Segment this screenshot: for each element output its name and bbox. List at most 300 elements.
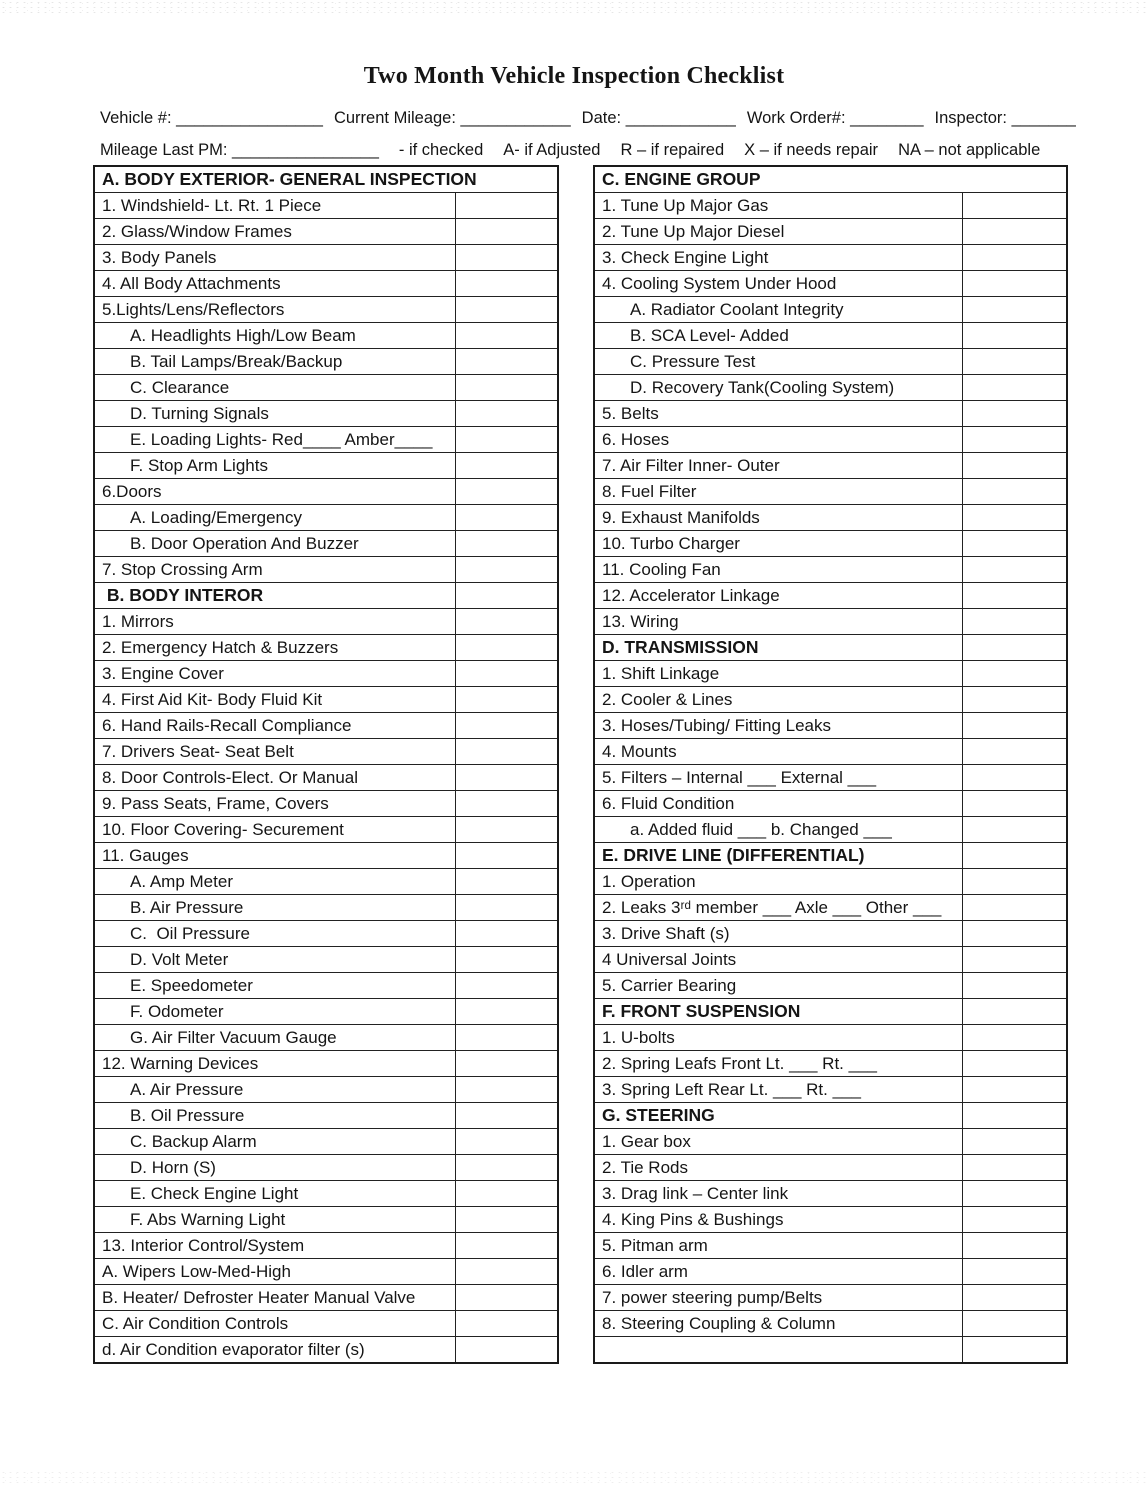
status-cell [455,973,558,999]
item-label: 1. Shift Linkage [594,661,962,687]
item-label: 1. U-bolts [594,1025,962,1051]
checklist-row [594,661,1067,687]
item-label: D. Recovery Tank(Cooling System) [594,375,962,401]
status-cell [455,895,558,921]
status-cell [962,1051,1067,1077]
checklist-row [594,375,1067,401]
section-header-row [594,166,1067,193]
item-label: 9. Pass Seats, Frame, Covers [94,791,455,817]
checklist-row [594,271,1067,297]
item-label: d. Air Condition evaporator filter (s) [94,1337,455,1364]
section-header-row [594,635,1067,661]
fill-in-field [582,109,736,127]
checklist-row [594,245,1067,271]
status-cell [962,531,1067,557]
item-label: C. ENGINE GROUP [594,166,1067,193]
status-cell [962,1155,1067,1181]
status-cell [962,687,1067,713]
item-label: D. Horn (S) [94,1155,455,1181]
checklist-row [594,895,1067,921]
item-label: E. Speedometer [94,973,455,999]
item-label: G. STEERING [594,1103,962,1129]
status-cell [455,453,558,479]
checklist-row [594,349,1067,375]
item-label: A. Amp Meter [94,869,455,895]
checklist-row [594,1259,1067,1285]
checklist-row [594,609,1067,635]
status-cell [962,921,1067,947]
item-label: 5. Pitman arm [594,1233,962,1259]
checklist-row [594,713,1067,739]
checklist-row [94,895,558,921]
checklist-row [94,453,558,479]
status-cell [962,323,1067,349]
checklist-row [594,193,1067,219]
item-label: 2. Spring Leafs Front Lt. ___ Rt. ___ [594,1051,962,1077]
item-label: F. Stop Arm Lights [94,453,455,479]
status-cell [962,427,1067,453]
checklist-row [594,739,1067,765]
status-cell [455,1285,558,1311]
page-title: Two Month Vehicle Inspection Checklist [363,63,785,89]
item-label: 4. King Pins & Bushings [594,1207,962,1233]
checklist-row [594,869,1067,895]
status-cell [962,1311,1067,1337]
checklist-row [94,635,558,661]
item-label: 12. Warning Devices [94,1051,455,1077]
status-cell [455,947,558,973]
item-label: 7. Drivers Seat- Seat Belt [94,739,455,765]
status-cell [455,1077,558,1103]
status-cell [962,193,1067,219]
fill-in-field: Mileage Last PM: ________________ [100,141,379,159]
status-cell [455,843,558,869]
item-label: 10. Turbo Charger [594,531,962,557]
checklist-row [94,479,558,505]
item-label: C. Oil Pressure [94,921,455,947]
item-label: 1. Gear box [594,1129,962,1155]
checklist-row [594,1207,1067,1233]
status-cell [455,765,558,791]
section-header-row [594,999,1067,1025]
checklist-row [594,531,1067,557]
section-header-row [594,1103,1067,1129]
checklist-row [94,401,558,427]
checklist-row [94,271,558,297]
item-label: 3. Drag link – Center link [594,1181,962,1207]
item-label: 13. Wiring [594,609,962,635]
status-cell [962,635,1067,661]
checklist-row [94,999,558,1025]
checklist-row [94,1259,558,1285]
status-cell [962,505,1067,531]
item-label: C. Pressure Test [594,349,962,375]
status-cell [962,973,1067,999]
status-cell [455,999,558,1025]
item-label: 4. All Body Attachments [94,271,455,297]
item-label: A. Loading/Emergency [94,505,455,531]
fill-in-field [100,109,323,127]
checklist-row [94,1155,558,1181]
checklist-row [594,297,1067,323]
item-label: D. TRANSMISSION [594,635,962,661]
field-label: Work Order#: [746,109,851,127]
status-cell [455,609,558,635]
item-label: F. Odometer [94,999,455,1025]
checklist-row [94,817,558,843]
checklist-row [94,1051,558,1077]
item-label: 8. Fuel Filter [594,479,962,505]
status-cell [455,583,558,609]
fill-in-field [935,109,1076,127]
item-label: B. Heater/ Defroster Heater Manual Valve [94,1285,455,1311]
item-label: 1. Mirrors [94,609,455,635]
field-blank-line: ________________ [176,109,323,127]
checklist-row [594,817,1067,843]
checklist-row [94,739,558,765]
item-label: F. FRONT SUSPENSION [594,999,962,1025]
field-blank-line: ____________ [460,109,571,127]
status-cell [455,1103,558,1129]
item-label: 4 Universal Joints [594,947,962,973]
checklist-row [594,479,1067,505]
section-header-row [94,583,558,609]
checklist-table-body-exterior-interior [93,165,559,1364]
item-label: C. Backup Alarm [94,1129,455,1155]
legend-line [100,141,1040,160]
checklist-row [594,219,1067,245]
item-label: B. Oil Pressure [94,1103,455,1129]
status-cell [962,297,1067,323]
item-label: 9. Exhaust Manifolds [594,505,962,531]
status-cell [455,427,558,453]
item-label: D. Volt Meter [94,947,455,973]
checklist-row [594,401,1067,427]
item-label: 4. Mounts [594,739,962,765]
status-cell [455,661,558,687]
status-cell [962,869,1067,895]
item-label: a. Added fluid ___ b. Changed ___ [594,817,962,843]
status-cell [962,661,1067,687]
item-label: 6.Doors [94,479,455,505]
status-cell [455,1337,558,1364]
status-cell [455,401,558,427]
status-cell [455,921,558,947]
item-label: 2. Emergency Hatch & Buzzers [94,635,455,661]
item-label: 11. Cooling Fan [594,557,962,583]
status-cell [455,505,558,531]
status-cell [455,479,558,505]
checklist-row [94,349,558,375]
item-label: 10. Floor Covering- Securement [94,817,455,843]
item-label: 2. Cooler & Lines [594,687,962,713]
item-label: E. DRIVE LINE (DIFFERENTIAL) [594,843,962,869]
item-label: 6. Hoses [594,427,962,453]
status-cell [962,271,1067,297]
checklist-row [94,297,558,323]
item-label: 13. Interior Control/System [94,1233,455,1259]
item-label: 6. Idler arm [594,1259,962,1285]
checklist-row [94,843,558,869]
checklist-row [94,1233,558,1259]
status-cell [962,843,1067,869]
item-label: 8. Steering Coupling & Column [594,1311,962,1337]
status-cell [455,791,558,817]
checklist-row [94,947,558,973]
checklist-row [94,609,558,635]
status-cell [962,583,1067,609]
checklist-row [94,765,558,791]
status-cell [455,219,558,245]
status-cell [455,1233,558,1259]
item-label: 2. Glass/Window Frames [94,219,455,245]
item-label: B. Air Pressure [94,895,455,921]
item-label: E. Loading Lights- Red____ Amber____ [94,427,455,453]
item-label: A. Air Pressure [94,1077,455,1103]
status-cell [962,765,1067,791]
field-blank-line: ________ [850,109,924,127]
status-cell [962,1025,1067,1051]
status-cell [962,1207,1067,1233]
checklist-row [594,1285,1067,1311]
checklist-row [594,1077,1067,1103]
checklist-row [94,427,558,453]
checklist-row [594,1337,1067,1364]
status-cell [962,817,1067,843]
status-cell [962,999,1067,1025]
item-label: G. Air Filter Vacuum Gauge [94,1025,455,1051]
status-cell [962,791,1067,817]
status-cell [962,375,1067,401]
item-label: 3. Engine Cover [94,661,455,687]
item-label: C. Clearance [94,375,455,401]
checklist-row [594,1051,1067,1077]
checklist-row [594,505,1067,531]
status-cell [455,739,558,765]
status-cell [962,947,1067,973]
status-cell [962,1259,1067,1285]
field-label: Current Mileage: [333,109,461,127]
status-cell [962,1285,1067,1311]
section-header-row [594,843,1067,869]
status-cell [962,1077,1067,1103]
checklist-row [94,505,558,531]
item-label: 3. Body Panels [94,245,455,271]
checklist-row [94,375,558,401]
status-cell [455,193,558,219]
checklist-row [594,1181,1067,1207]
item-label: 3. Check Engine Light [594,245,962,271]
checklist-row [94,1181,558,1207]
header-fields-line [100,109,1087,128]
status-cell [962,557,1067,583]
item-label: F. Abs Warning Light [94,1207,455,1233]
status-cell [455,869,558,895]
item-label: 6. Hand Rails-Recall Compliance [94,713,455,739]
item-label [594,1337,962,1364]
status-cell [962,739,1067,765]
legend-key: - if checked [398,141,484,159]
checklist-row [594,973,1067,999]
item-label: B. BODY INTEROR [94,583,455,609]
status-cell [455,297,558,323]
checklist-row [94,245,558,271]
checklist-row [594,557,1067,583]
status-cell [455,245,558,271]
scan-noise-bottom [0,1470,1148,1485]
item-label: 6. Fluid Condition [594,791,962,817]
item-label: A. Radiator Coolant Integrity [594,297,962,323]
status-cell [455,1051,558,1077]
fill-in-field [334,109,571,127]
status-cell [455,1181,558,1207]
status-cell [962,1181,1067,1207]
status-cell [455,375,558,401]
item-label: 3. Hoses/Tubing/ Fitting Leaks [594,713,962,739]
checklist-row [94,713,558,739]
status-cell [455,349,558,375]
status-cell [962,895,1067,921]
checklist-row [94,323,558,349]
status-cell [455,1129,558,1155]
legend-key: X – if needs repair [744,141,879,159]
checklist-row [94,1311,558,1337]
item-label: B. SCA Level- Added [594,323,962,349]
item-label: 5. Belts [594,401,962,427]
checklist-row [94,973,558,999]
checklist-row [594,427,1067,453]
checklist-row [594,765,1067,791]
status-cell [962,219,1067,245]
checklist-row [94,661,558,687]
status-cell [962,479,1067,505]
item-label: D. Turning Signals [94,401,455,427]
item-label: 4. Cooling System Under Hood [594,271,962,297]
item-label: 12. Accelerator Linkage [594,583,962,609]
status-cell [962,401,1067,427]
checklist-row [594,947,1067,973]
status-cell [455,1155,558,1181]
status-cell [455,1025,558,1051]
status-cell [962,245,1067,271]
field-blank-line: ____________ [625,109,736,127]
status-cell [455,271,558,297]
checklist-row [594,1233,1067,1259]
field-label: Date: [581,109,626,127]
checklist-row [594,687,1067,713]
item-label: 2. Tune Up Major Diesel [594,219,962,245]
status-cell [455,557,558,583]
checklist-row [594,1155,1067,1181]
status-cell [455,687,558,713]
item-label: C. Air Condition Controls [94,1311,455,1337]
item-label: 2. Tie Rods [594,1155,962,1181]
section-header-row [94,166,558,193]
checklist-row [94,687,558,713]
item-label: 7. power steering pump/Belts [594,1285,962,1311]
checklist-row [94,557,558,583]
checklist-row [94,869,558,895]
status-cell [455,1259,558,1285]
checklist-row [94,1025,558,1051]
field-blank-line: _______ [1011,109,1076,127]
checklist-row [594,323,1067,349]
status-cell [455,323,558,349]
checklist-row [94,219,558,245]
status-cell [962,1129,1067,1155]
item-label: A. Wipers Low-Med-High [94,1259,455,1285]
legend-key: R – if repaired [620,141,725,159]
item-label: 2. Leaks 3ʳᵈ member ___ Axle ___ Other ___ [594,895,962,921]
status-cell [455,713,558,739]
item-label: 5. Filters – Internal ___ External ___ [594,765,962,791]
item-label: 5. Carrier Bearing [594,973,962,999]
checklist-row [94,193,558,219]
item-label: B. Door Operation And Buzzer [94,531,455,557]
fill-in-field [747,109,924,127]
item-label: 4. First Aid Kit- Body Fluid Kit [94,687,455,713]
item-label: E. Check Engine Light [94,1181,455,1207]
checklist-row [94,1207,558,1233]
checklist-row [94,531,558,557]
status-cell [962,453,1067,479]
checklist-row [94,1103,558,1129]
checklist-row [594,1129,1067,1155]
item-label: A. BODY EXTERIOR- GENERAL INSPECTION [94,166,558,193]
status-cell [455,1207,558,1233]
checklist-row [94,1077,558,1103]
legend-key: NA – not applicable [898,141,1041,159]
status-cell [455,635,558,661]
status-cell [962,1103,1067,1129]
legend-key: A- if Adjusted [503,141,601,159]
item-label: 1. Operation [594,869,962,895]
item-label: A. Headlights High/Low Beam [94,323,455,349]
item-label: 1. Windshield- Lt. Rt. 1 Piece [94,193,455,219]
item-label: 8. Door Controls-Elect. Or Manual [94,765,455,791]
item-label: 1. Tune Up Major Gas [594,193,962,219]
status-cell [962,349,1067,375]
item-label: 11. Gauges [94,843,455,869]
status-cell [455,531,558,557]
checklist-row [594,1025,1067,1051]
checklist-row [94,1285,558,1311]
checklist-row [594,791,1067,817]
checklist-row [594,1311,1067,1337]
status-cell [455,817,558,843]
item-label: 7. Stop Crossing Arm [94,557,455,583]
status-cell [962,1337,1067,1364]
checklist-row [94,921,558,947]
checklist-row [94,1129,558,1155]
checklist-table-engine-drivetrain [593,165,1068,1364]
checklist-row [594,921,1067,947]
item-label: B. Tail Lamps/Break/Backup [94,349,455,375]
item-label: 7. Air Filter Inner- Outer [594,453,962,479]
item-label: 5.Lights/Lens/Reflectors [94,297,455,323]
item-label: 3. Drive Shaft (s) [594,921,962,947]
status-cell [455,1311,558,1337]
status-cell [962,609,1067,635]
checklist-row [594,453,1067,479]
item-label: 3. Spring Left Rear Lt. ___ Rt. ___ [594,1077,962,1103]
checklist-row [594,583,1067,609]
field-label: Inspector: [934,109,1012,127]
field-label: Vehicle #: [100,109,177,127]
status-cell [962,713,1067,739]
checklist-row [94,791,558,817]
scan-noise-top [0,0,1148,13]
